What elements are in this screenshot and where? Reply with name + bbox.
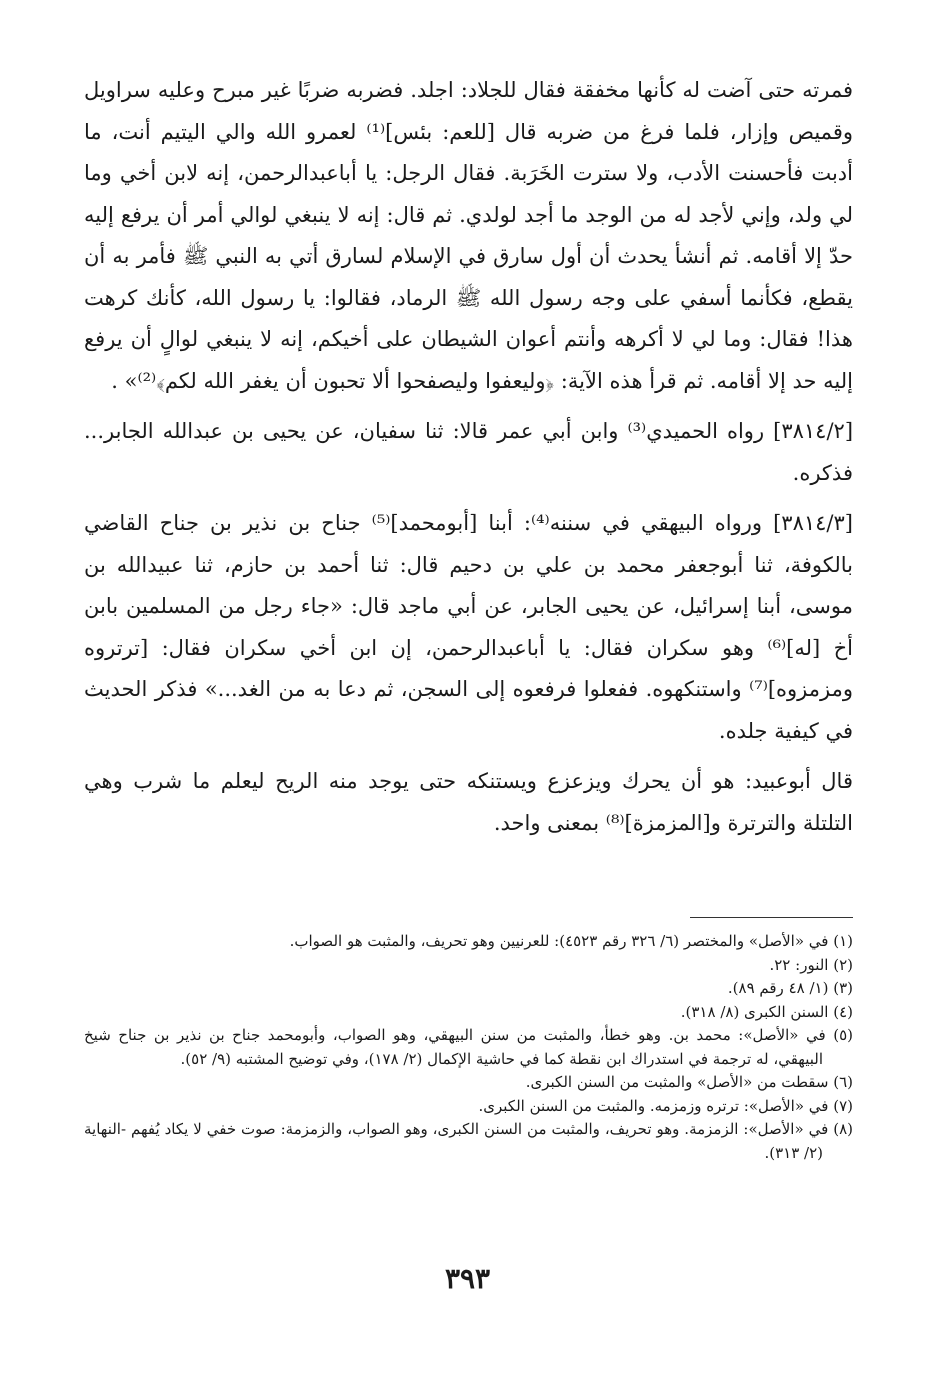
footnote-3: (٣) (١/ ٤٨ رقم ٨٩). (727, 979, 853, 997)
footnote-2: (٢) النور: ٢٢. (769, 955, 853, 974)
footnote-8: (٨) في «الأصل»: الزمزمة. وهو تحريف، والمثبت من السنن الكبرى، وهو الصواب، والزمزمة: صوت خفي لا يكاد يُفهم -النهاية (٢/ ٣١٣). (84, 1120, 853, 1162)
footnote-1: (١) في «الأصل» والمختصر (٦/ ٣٢٦ رقم ٤٥٢٣): للعرنيين وهو تحريف، والمثبت هو الصواب. (289, 932, 853, 950)
paragraph-abu-ubayd: قال أبوعبيد: هو أن يحرك ويزعزع ويستنكه حتى يوجد منه الريح ليعلم ما شرب وهي التلتلة والترترة و[المزمزة]⁽⁸⁾ بمعنى واحد. (84, 769, 853, 835)
paragraph-hadith-text: فمرته حتى آضت له كأنها مخفقة فقال للجلاد: اجلد. فضربه ضربًا غير مبرح وعليه سراويل وقميص وإزار، فلما فرغ من ضربه قال [للعم: بئس]⁽¹⁾ لعمرو الله والي اليتيم أنت، ما أدبت فأحسنت الأدب، ولا سترت الخَرَبة. فقال الرجل: يا أباعبدالرحمن، إنه لابن أخي وما لي ولد، وإني لأجد له من الوجد ما أجد لولدي. ثم قال: إنه لا ينبغي لوالي أمر أن يرفع إليه حدّ إلا أقامه. ثم أنشأ يحدث أن أول سارق في الإسلام لسارق أتي به النبي ﷺ فأمر به أن يقطع، فكأنما أسفي على وجه رسول الله ﷺ الرماد، فقالوا: يا رسول الله، كأنك كرهت هذا! فقال: وما لي لا أكرهه وأنتم أعوان الشيطان على أخيكم، إنه لا ينبغي لوالٍ أن يرفع إليه حد إلا أقامه. ثم قرأ هذه الآية: ﴿وليعفوا وليصفحوا ألا تحبون أن يغفر الله لكم﴾⁽²⁾» . (84, 78, 854, 393)
footnote-4: (٤) السنن الكبرى (٨/ ٣١٨). (680, 1002, 853, 1021)
footnote-5: (٥) في «الأصل»: محمد بن. وهو خطأ، والمثبت من سنن البيهقي، وهو الصواب، وأبومحمد جناح بن نذير بن جناح شيخ البيهقي، له ترجمة في استدراك ابن نقطة كما في حاشية الإكمال (٢/ ١٧٨)، وفي توضيح المشتبه (٩/ ٥٢). (84, 1026, 853, 1068)
main-text (84, 70, 853, 844)
paragraph-humaydi: [٣٨١٤/٢] رواه الحميدي⁽³⁾ وابن أبي عمر قالا: ثنا سفيان، عن يحيى بن عبدالله الجابر... فذكره. (84, 419, 854, 485)
footnote-7: (٧) في «الأصل»: ترتره وزمزمه. والمثبت من السنن الكبرى. (478, 1096, 853, 1115)
footnote-6: (٦) سقطت من «الأصل» والمثبت من السنن الكبرى. (525, 1073, 853, 1091)
footnotes (84, 930, 853, 1165)
paragraph-bayhaqi: [٣٨١٤/٣] ورواه البيهقي في سننه⁽⁴⁾: أبنا [أبومحمد]⁽⁵⁾ جناح بن نذير بن جناح القاضي بالكوفة، ثنا أبوجعفر محمد بن علي بن دحيم قال: ثنا أحمد بن حازم، ثنا عبيدالله بن موسى، أبنا إسرائيل، عن يحيى الجابر، عن أبي ماجد قال: «جاء رجل من المسلمين بابن أخ [له]⁽⁶⁾ وهو سكران فقال: يا أباعبدالرحمن، إن ابن أخي سكران فقال: [ترتروه ومزمزوه]⁽⁷⁾ واستنكهوه. ففعلوا فرفعوه إلى السجن، ثم دعا به من الغد...» فذكر الحديث في كيفية جلده. (84, 511, 853, 743)
footnote-divider (690, 917, 853, 918)
page-number: ٣٩٣ (444, 1262, 491, 1295)
